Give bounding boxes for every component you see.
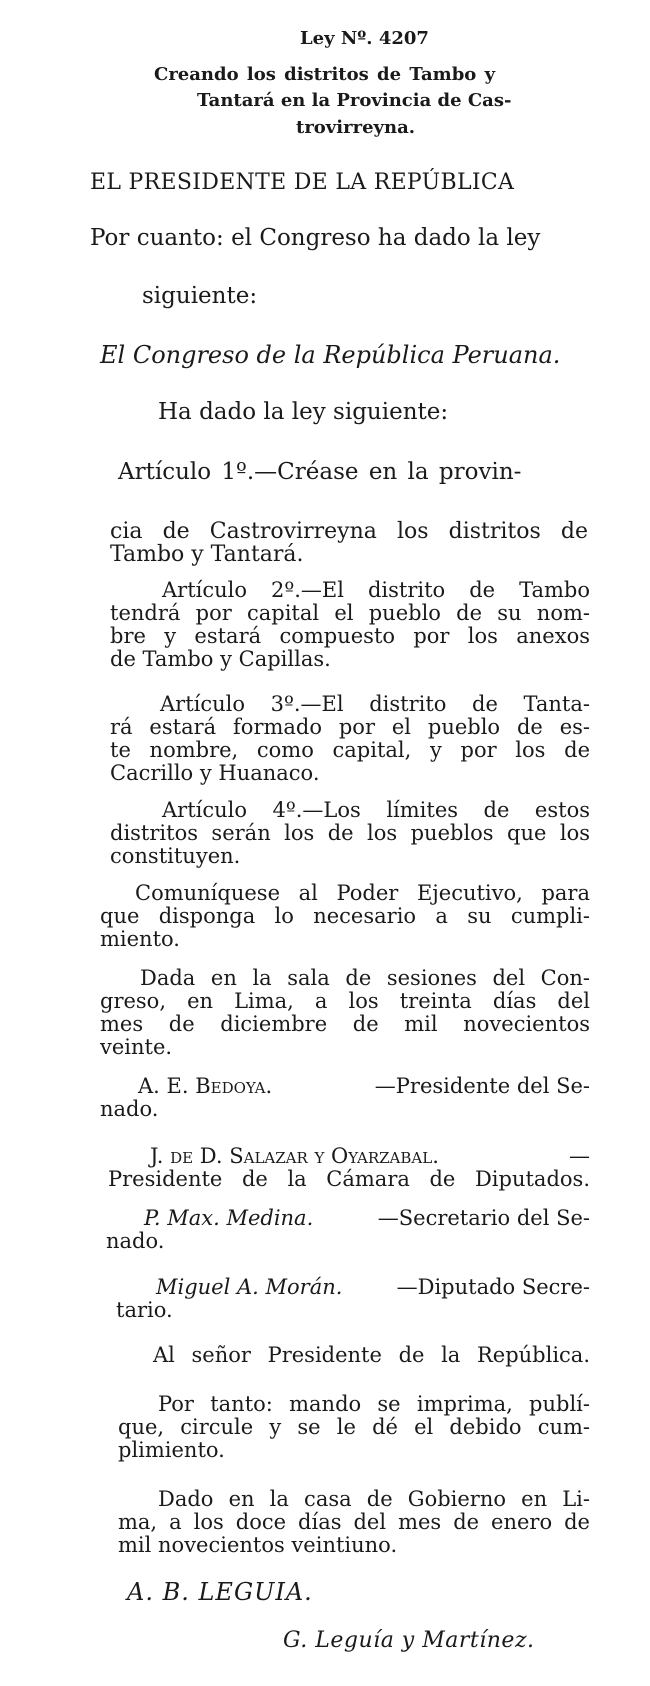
article2-line2: tendrá por capital el pueblo de su nom-: [110, 601, 590, 625]
article3-line1: Artículo 3º.—El distrito de Tanta-: [160, 692, 590, 716]
law-number: Ley Nº. 4207: [300, 28, 429, 49]
law-subtitle-line3: trovirreyna.: [296, 117, 415, 138]
moran-role-line2: tario.: [116, 1298, 173, 1322]
comuniquese-line3: miento.: [100, 927, 180, 951]
salazar-dash: —: [569, 1144, 590, 1168]
moran-role: —Diputado Secre-: [396, 1275, 590, 1299]
por-tanto-line2: que, circule y se le dé el debido cum-: [118, 1415, 590, 1439]
article2-line1: Artículo 2º.—El distrito de Tambo: [162, 578, 590, 602]
por-cuanto-line2: siguiente:: [142, 283, 258, 309]
medina-role: —Secretario del Se-: [377, 1206, 590, 1230]
por-cuanto-line1: Por cuanto: el Congreso ha dado la ley: [90, 225, 541, 251]
signature-leguia-martinez: G. Leguía y Martínez.: [283, 1628, 535, 1653]
article3-line3: te nombre, como capital, y por los de: [110, 738, 590, 762]
dado-casa-line3: mil novecientos veintiuno.: [118, 1533, 398, 1557]
bedoya-role-line2: nado.: [100, 1097, 159, 1121]
por-tanto-line1: Por tanto: mando se imprima, publí-: [158, 1392, 590, 1416]
article1-line2: cia de Castrovirreyna los distritos de: [110, 519, 588, 544]
dado-casa-line1: Dado en la casa de Gobierno en Li-: [158, 1487, 590, 1511]
article3-line2: rá estará formado por el pueblo de es-: [110, 715, 590, 739]
article2-line3: bre y estará compuesto por los anexos: [110, 624, 590, 648]
article2-line4: de Tambo y Capillas.: [110, 647, 331, 671]
signature-salazar: [150, 1145, 590, 1168]
bedoya-role: —Presidente del Se-: [374, 1074, 590, 1098]
signature-leguia: A. B. LEGUIA.: [127, 1578, 313, 1606]
dada-line3: mes de diciembre de mil novecientos: [100, 1012, 590, 1036]
law-subtitle-line2: Tantará en la Provincia de Cas-: [197, 90, 512, 111]
al-senor-presidente: Al señor Presidente de la República.: [153, 1343, 590, 1367]
article1-line1: Artículo 1º.—Créase en la provin-: [118, 459, 522, 485]
dada-line1: Dada en la sala de sesiones del Con-: [140, 966, 590, 990]
salazar-role: Presidente de la Cámara de Diputados.: [108, 1167, 590, 1191]
president-heading: EL PRESIDENTE DE LA REPÚBLICA: [90, 170, 515, 195]
signature-medina: [144, 1207, 590, 1230]
por-tanto-line3: plimiento.: [118, 1438, 225, 1462]
article3-line4: Cacrillo y Huanaco.: [110, 761, 320, 785]
law-subtitle-line1: Creando los distritos de Tambo y: [154, 64, 496, 85]
article1-line3: Tambo y Tantará.: [110, 542, 304, 567]
dada-line2: greso, en Lima, a los treinta días del: [100, 989, 590, 1013]
bedoya-name: A. E. Bedoya.: [138, 1074, 273, 1098]
congress-heading: El Congreso de la República Peruana.: [100, 341, 561, 369]
ha-dado-la-ley: Ha dado la ley siguiente:: [158, 399, 449, 425]
salazar-name: J. de D. Salazar y Oyarzabal.: [150, 1144, 439, 1168]
comuniquese-line1: Comuníquese al Poder Ejecutivo, para: [135, 881, 590, 905]
dado-casa-line2: ma, a los doce días del mes de enero de: [118, 1510, 590, 1534]
moran-name: Miguel A. Morán.: [156, 1275, 343, 1299]
medina-role-line2: nado.: [106, 1229, 165, 1253]
article4-line2: distritos serán los de los pueblos que los: [110, 821, 590, 845]
signature-bedoya: [138, 1075, 590, 1098]
signature-moran: [156, 1276, 590, 1299]
article4-line3: constituyen.: [110, 844, 241, 868]
medina-name: P. Max. Medina.: [144, 1206, 314, 1230]
article4-line1: Artículo 4º.—Los límites de estos: [162, 798, 590, 822]
dada-line4: veinte.: [100, 1035, 173, 1059]
comuniquese-line2: que disponga lo necesario a su cumpli-: [100, 904, 590, 928]
